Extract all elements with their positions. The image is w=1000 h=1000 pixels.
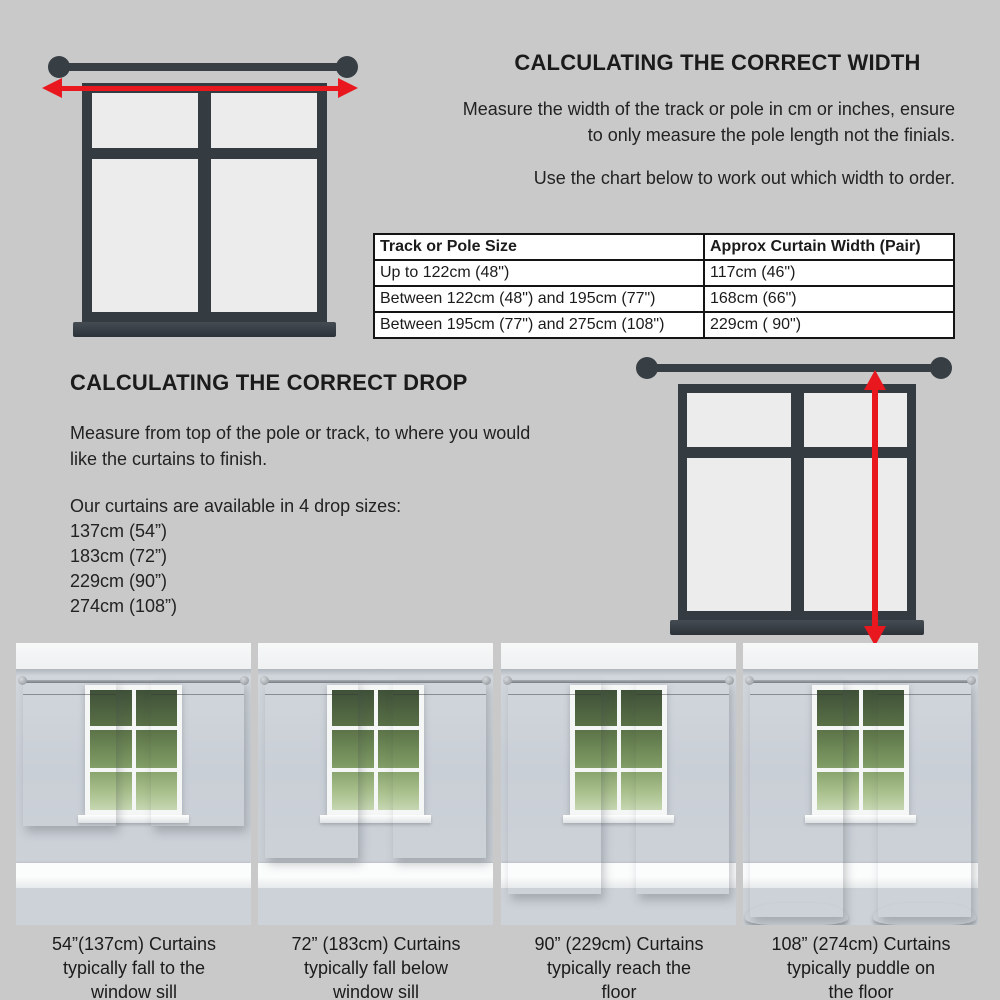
- drop-size-item: 229cm (90”): [70, 571, 168, 591]
- window-pane: [804, 393, 908, 447]
- table-cell-curtain-width: 168cm (66"): [704, 286, 954, 312]
- table-row: [374, 286, 954, 312]
- table-cell-curtain-width: 229cm ( 90"): [704, 312, 954, 338]
- caption-72in: [248, 932, 504, 1000]
- example-photo-108in: [743, 643, 978, 925]
- drop-section-intro: [70, 420, 630, 472]
- table-header-curtain-width: Approx Curtain Width (Pair): [704, 234, 954, 260]
- caption-line: typically puddle on: [786, 958, 936, 978]
- skirting-board: [258, 863, 493, 888]
- table-cell-pole-size: Up to 122cm (48"): [374, 260, 704, 286]
- ceiling: [743, 643, 978, 669]
- caption-90in: [491, 932, 747, 1000]
- caption-line: typically fall below: [303, 958, 449, 978]
- caption-line: window sill: [90, 982, 178, 1000]
- window-frame: [82, 83, 327, 322]
- caption-line: 54”(137cm) Curtains: [51, 934, 217, 954]
- width-measure-arrow: [60, 86, 340, 91]
- wood-floor: [16, 888, 251, 925]
- caption-108in: [733, 932, 989, 1000]
- ceiling: [258, 643, 493, 669]
- width-section-intro: [370, 96, 955, 148]
- caption-line: typically reach the: [546, 958, 692, 978]
- window-pane: [92, 93, 198, 148]
- table-row: [374, 260, 954, 286]
- drop-sizes-intro: Our curtains are available in 4 drop sizes:: [70, 496, 402, 516]
- caption-54in: [6, 932, 262, 1000]
- arrow-head-left-icon: [42, 78, 62, 98]
- window-pane: [211, 93, 317, 148]
- curtain-right: [878, 681, 971, 917]
- caption-line: 90” (229cm) Curtains: [534, 934, 704, 954]
- caption-line: 108” (274cm) Curtains: [771, 934, 951, 954]
- curtain-pole: [57, 63, 349, 71]
- curtain-left: [750, 681, 843, 917]
- drop-sizes-list: [70, 494, 530, 619]
- curtain-left: [23, 681, 116, 826]
- coving-shadow: [501, 669, 736, 676]
- ceiling: [501, 643, 736, 669]
- curtain-right: [151, 681, 244, 826]
- drop-measure-arrow: [872, 382, 878, 628]
- drop-size-item: 137cm (54”): [70, 521, 168, 541]
- caption-line: the floor: [828, 982, 894, 1000]
- table-header-pole-size: Track or Pole Size: [374, 234, 704, 260]
- glazing-bar: [374, 690, 378, 810]
- example-photo-90in: [501, 643, 736, 925]
- size-chart-table: [373, 233, 955, 339]
- ceiling: [16, 643, 251, 669]
- curtain-pole: [646, 364, 942, 372]
- example-photo-54in: [16, 643, 251, 925]
- curtain-left: [508, 681, 601, 894]
- table-cell-pole-size: Between 122cm (48") and 195cm (77"): [374, 286, 704, 312]
- caption-line: floor: [601, 982, 637, 1000]
- coving-shadow: [743, 669, 978, 676]
- curtain-right: [636, 681, 729, 894]
- caption-line: typically fall to the: [62, 958, 206, 978]
- window-sill: [73, 322, 336, 337]
- glazing-bar: [617, 690, 621, 810]
- window-pane: [92, 159, 198, 312]
- glazing-bar: [132, 690, 136, 810]
- drop-section-heading: CALCULATING THE CORRECT DROP: [70, 370, 468, 395]
- drop-intro-line2: like the curtains to finish.: [70, 449, 268, 469]
- coving-shadow: [16, 669, 251, 676]
- table-header-row: [374, 234, 954, 260]
- drop-intro-line1: Measure from top of the pole or track, to where you would: [70, 423, 531, 443]
- glazing-bar: [859, 690, 863, 810]
- window-frame: [678, 384, 916, 620]
- chart-note: Use the chart below to work out which width to order.: [533, 168, 955, 188]
- width-intro-line2: to only measure the pole length not the finials.: [587, 125, 955, 145]
- window-pane: [687, 458, 791, 611]
- window-pane: [211, 159, 317, 312]
- width-section-heading: CALCULATING THE CORRECT WIDTH: [514, 50, 921, 75]
- window-pane: [687, 393, 791, 447]
- curtain-right: [393, 681, 486, 858]
- drop-size-item: 274cm (108”): [70, 596, 178, 616]
- table-cell-curtain-width: 117cm (46"): [704, 260, 954, 286]
- skirting-board: [16, 863, 251, 888]
- window-pane: [804, 458, 908, 611]
- table-cell-pole-size: Between 195cm (77") and 275cm (108"): [374, 312, 704, 338]
- arrow-head-right-icon: [338, 78, 358, 98]
- table-row: [374, 312, 954, 338]
- example-photo-72in: [258, 643, 493, 925]
- width-intro-line1: Measure the width of the track or pole in cm or inches, ensure: [462, 99, 955, 119]
- caption-line: 72” (183cm) Curtains: [291, 934, 461, 954]
- caption-line: window sill: [332, 982, 420, 1000]
- coving-shadow: [258, 669, 493, 676]
- arrow-head-up-icon: [864, 370, 886, 390]
- wood-floor: [258, 888, 493, 925]
- curtain-left: [265, 681, 358, 858]
- drop-size-item: 183cm (72”): [70, 546, 168, 566]
